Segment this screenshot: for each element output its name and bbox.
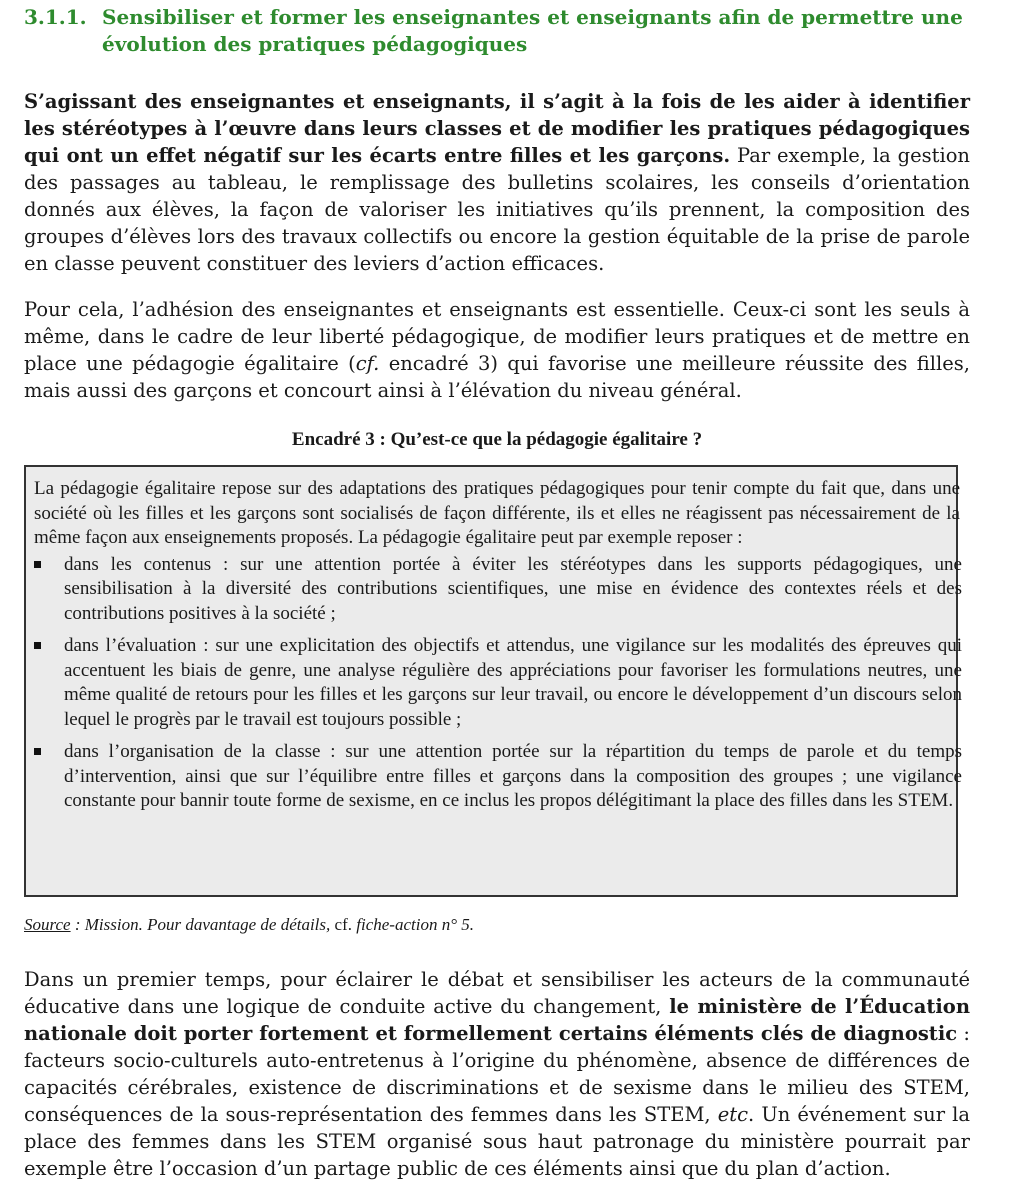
bullet-text: dans l’évaluation : sur une explicitation des objectifs et attendus, une vigilance sur les modalités des épreuves qui accentuent les biais de genre, une analyse régulière des appréciations pour favoriser les formulations neutres, une même qualité de retours pour les filles et les garçons sur leur travail, ou encore le développement d’un discours selon lequel le progrès par le travail est toujours possible ; bbox=[64, 635, 962, 730]
source-text-b: fiche-action n° 5. bbox=[352, 915, 474, 934]
paragraph-1-text: Par exemple, la gestion des passages au tableau, le remplissage des bulletins scolaires, les conseils d’orientation donnés aux élèves, la façon de valoriser les initiatives qu’ils prennent, la composition des groupes d’élèves lors des travaux collectifs ou encore la gestion équitable de la prise de parole en classe peuvent constituer des leviers d’action efficaces. bbox=[24, 144, 970, 275]
section-heading bbox=[24, 4, 970, 58]
info-box bbox=[24, 465, 962, 897]
source-label: Source bbox=[24, 915, 71, 934]
box-bullet-item bbox=[34, 553, 962, 627]
bullet-text: dans les contenus : sur une attention portée à éviter les stéréotypes dans les supports pédagogiques, une sensibilisation à la diversité des contributions scientifiques, une mise en évidence des contextes réels et des contributions positives à la société ; bbox=[64, 553, 962, 624]
paragraph-2-cf: cf. bbox=[355, 352, 380, 375]
paragraph-3-bold: le ministère de l’Éducation nationale doit porter fortement et formellement certains éléments clés de diagnostic bbox=[24, 995, 970, 1045]
paragraph-2-text-a: Pour cela, l’adhésion des enseignantes et enseignants est essentielle. Ceux-ci sont les seuls à même, dans le cadre de leur liberté pédagogique, de modifier leurs pratiques et de mettre en place une pédagogie égalitaire ( bbox=[24, 298, 970, 375]
box-bullet-item bbox=[34, 740, 962, 814]
section-number: 3.1.1. bbox=[24, 5, 87, 29]
paragraph-2 bbox=[24, 296, 970, 404]
bullet-text: dans l’organisation de la classe : sur une attention portée sur la répartition du temps de parole et du temps d’intervention, ainsi que sur l’équilibre entre filles et garçons dans la composition des groupes ; une vigilance constante pour bannir toute forme de sexisme, en ce inclus les propos délégitimant la place des filles dans les STEM. bbox=[64, 741, 962, 811]
square-bullet-icon bbox=[34, 748, 41, 755]
box-title: Encadré 3 : Qu’est-ce que la pédagogie égalitaire ? bbox=[291, 429, 703, 450]
section-title: Sensibiliser et former les enseignantes et enseignants afin de permettre une évolution des pratiques pédagogiques bbox=[102, 5, 963, 56]
source-note bbox=[24, 914, 474, 936]
box-intro: La pédagogie égalitaire repose sur des adaptations des pratiques pédagogiques pour tenir compte du fait que, dans une société où les filles et les garçons sont socialisés de façon différente, ils et elles ne réagissent pas nécessairement de la même façon aux enseignements proposés. La pédagogie égalitaire peut par exemple reposer : bbox=[34, 478, 960, 548]
source-text-a: : Mission. Pour davantage de détails, bbox=[70, 915, 335, 934]
paragraph-2-text-b: encadré 3) qui favorise une meilleure réussite des filles, mais aussi des garçons et concourt ainsi à l’élévation du niveau général. bbox=[24, 352, 970, 402]
paragraph-3-text-a: Dans un premier temps, pour éclairer le débat et sensibiliser les acteurs de la communauté éducative dans une logique de conduite active du changement, bbox=[24, 968, 970, 1018]
square-bullet-icon bbox=[34, 561, 41, 568]
source-cf: cf. bbox=[334, 915, 352, 934]
paragraph-3-text-c: . Un événement sur la place des femmes dans les STEM organisé sous haut patronage du ministère pourrait par exemple être l’occasion d’un partage public de ces éléments ainsi que du plan d’action. bbox=[24, 1103, 970, 1180]
box-bullet-list bbox=[34, 553, 962, 814]
paragraph-1 bbox=[24, 88, 970, 277]
paragraph-1-bold: S’agissant des enseignantes et enseignants, il s’agit à la fois de les aider à identifier les stéréotypes à l’œuvre dans leurs classes et de modifier les pratiques pédagogiques qui ont un effet négatif sur les écarts entre filles et les garçons. bbox=[24, 90, 970, 167]
paragraph-3-etc: etc bbox=[717, 1103, 749, 1126]
paragraph-3-text-b: : facteurs socio-culturels auto-entretenus à l’origine du phénomène, absence de différences de capacités cérébrales, existence de discriminations et de sexisme dans le milieu des STEM, conséquences de la sous-représentation des femmes dans les STEM, bbox=[24, 1022, 970, 1126]
box-bullet-item bbox=[34, 634, 962, 732]
paragraph-3 bbox=[24, 966, 970, 1182]
square-bullet-icon bbox=[34, 642, 41, 649]
